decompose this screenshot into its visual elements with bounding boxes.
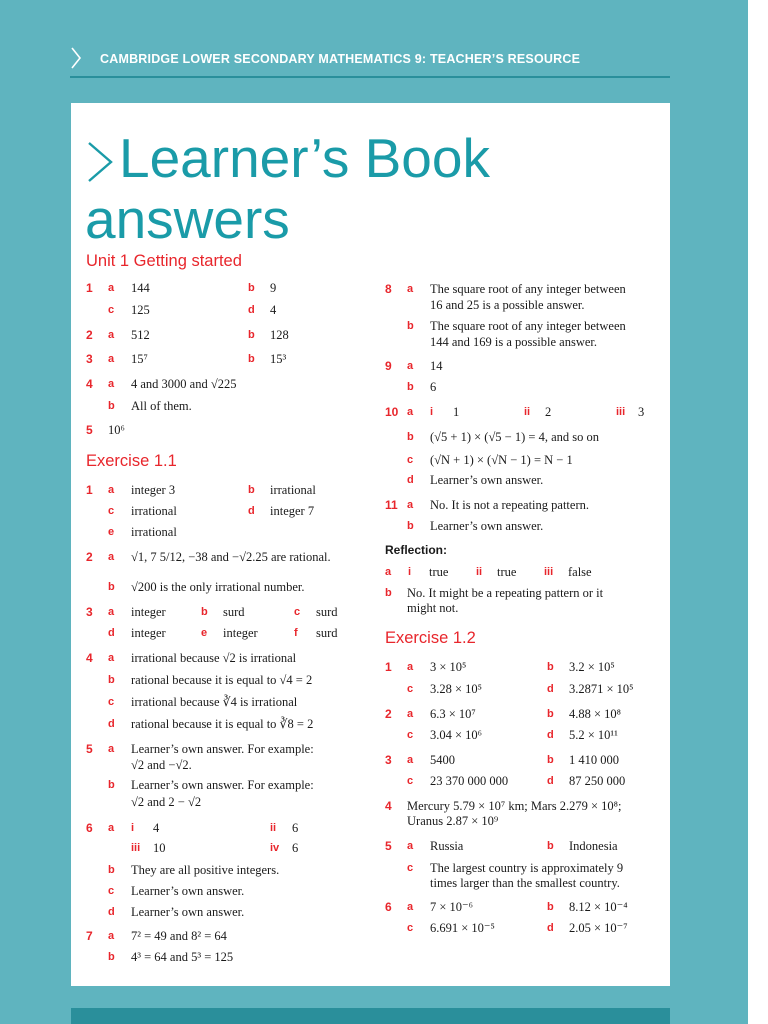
answer-text: true xyxy=(429,565,449,579)
part-letter: b xyxy=(407,431,414,443)
answer-text: √2 and −√2. xyxy=(131,758,192,772)
question-number: 5 xyxy=(385,839,392,853)
part-roman: i xyxy=(430,406,434,418)
answer-text: 2 xyxy=(545,405,552,419)
answer-text: 87 250 000 xyxy=(569,774,626,788)
answer-text: 7² = 49 and 8² = 64 xyxy=(131,929,227,943)
answer-text: Indonesia xyxy=(569,839,618,853)
answer-text: 6 xyxy=(292,841,299,855)
question-number: 11 xyxy=(385,498,398,512)
part-letter: b xyxy=(108,674,115,686)
question-number: 8 xyxy=(385,282,392,296)
part-letter: b xyxy=(547,754,554,766)
answer-text: integer 3 xyxy=(131,483,176,497)
part-letter: a xyxy=(108,484,115,496)
answer-text: irrational because ∛4 is irrational xyxy=(131,695,298,709)
answer-text: 23 370 000 000 xyxy=(430,774,509,788)
part-letter: f xyxy=(294,627,298,639)
part-letter: a xyxy=(108,606,115,618)
answer-text: 16 and 25 is a possible answer. xyxy=(430,298,585,312)
part-letter: d xyxy=(547,683,554,695)
part-letter: a xyxy=(407,661,414,673)
part-letter: b xyxy=(547,708,554,720)
answer-text: 1 xyxy=(453,405,460,419)
answer-text: 10 xyxy=(153,841,166,855)
question-number: 9 xyxy=(385,359,392,373)
header-title: CAMBRIDGE LOWER SECONDARY MATHEMATICS 9: TEACHER’S RESOURCE xyxy=(100,52,581,66)
answer-text: might not. xyxy=(407,601,459,615)
part-letter: b xyxy=(248,484,255,496)
part-roman: iv xyxy=(270,842,280,854)
answer-text: The largest country is approximately 9 xyxy=(430,861,624,875)
page-title-line2: answers xyxy=(85,188,290,250)
answer-text: 6 xyxy=(430,380,437,394)
chevron-right-icon xyxy=(85,141,115,183)
part-letter: d xyxy=(547,775,554,787)
part-roman: ii xyxy=(476,566,483,578)
answer-text: 6 xyxy=(292,821,299,835)
answer-text: Learner’s own answer. xyxy=(131,884,245,898)
part-roman: iii xyxy=(131,842,141,854)
part-letter: a xyxy=(407,708,414,720)
page-title-line1: Learner’s Book xyxy=(119,127,490,189)
section-heading-exercise-1-2: Exercise 1.2 xyxy=(385,629,476,647)
question-number: 4 xyxy=(385,799,392,813)
part-letter: a xyxy=(108,930,115,942)
answer-text: false xyxy=(568,565,592,579)
answer-text: 128 xyxy=(270,328,289,342)
question-number: 3 xyxy=(385,753,392,767)
question-number: 3 xyxy=(86,352,93,366)
part-roman: ii xyxy=(524,406,531,418)
answer-text: 4 xyxy=(270,303,277,317)
answer-text: (√5 + 1) × (√5 − 1) = 4, and so on xyxy=(430,430,599,444)
answer-text: 6.3 × 10⁷ xyxy=(430,707,476,721)
part-letter: b xyxy=(108,400,115,412)
part-letter: b xyxy=(385,587,392,599)
part-letter: b xyxy=(407,520,414,532)
part-letter: a xyxy=(407,754,414,766)
part-letter: d xyxy=(407,474,414,486)
answer-text: 5.2 × 10¹¹ xyxy=(569,728,618,742)
part-letter: b xyxy=(407,320,414,332)
answer-text: √200 is the only irrational number. xyxy=(131,580,305,594)
answer-text: 125 xyxy=(131,303,150,317)
answer-text: irrational xyxy=(131,525,177,539)
part-letter: b xyxy=(547,901,554,913)
running-header xyxy=(70,48,670,78)
answer-text: 3 xyxy=(638,405,645,419)
answer-text: 8.12 × 10⁻⁴ xyxy=(569,900,628,914)
answer-text: √1, 7 5/12, −38 and −√2.25 are rational. xyxy=(131,550,331,564)
part-roman: i xyxy=(408,566,412,578)
answer-text: All of them. xyxy=(131,399,192,413)
part-roman: iii xyxy=(544,566,554,578)
answer-text: Learner’s own answer. For example: xyxy=(131,742,314,756)
answer-text: surd xyxy=(316,605,338,619)
part-letter: d xyxy=(547,729,554,741)
part-letter: b xyxy=(108,779,115,791)
part-letter: b xyxy=(248,282,255,294)
part-roman: iii xyxy=(616,406,626,418)
part-letter: c xyxy=(108,505,115,517)
part-letter: a xyxy=(407,499,414,511)
part-letter: b xyxy=(407,381,414,393)
answer-text: 15⁷ xyxy=(131,352,148,366)
answer-text: times larger than the smallest country. xyxy=(430,876,620,890)
answer-text: The square root of any integer between xyxy=(430,282,626,296)
answer-text: 15³ xyxy=(270,352,287,366)
part-letter: c xyxy=(108,885,115,897)
chevron-right-icon xyxy=(70,46,82,70)
part-letter: b xyxy=(248,353,255,365)
part-letter: d xyxy=(248,505,255,517)
answer-text: Learner’s own answer. For example: xyxy=(131,778,314,792)
answer-text: 4³ = 64 and 5³ = 125 xyxy=(131,950,234,964)
answer-text: 3.2871 × 10⁵ xyxy=(569,682,634,696)
question-number: 5 xyxy=(86,423,93,437)
part-letter: a xyxy=(407,283,414,295)
part-letter: b xyxy=(108,951,115,963)
part-letter: c xyxy=(407,775,414,787)
answer-text: 6.691 × 10⁻⁵ xyxy=(430,921,495,935)
answer-text: They are all positive integers. xyxy=(131,863,280,877)
part-roman: ii xyxy=(270,822,277,834)
part-letter: c xyxy=(407,683,414,695)
part-letter: b xyxy=(547,840,554,852)
question-number: 3 xyxy=(86,605,93,619)
answer-text: surd xyxy=(316,626,338,640)
part-letter: b xyxy=(201,606,208,618)
answer-text: Learner’s own answer. xyxy=(430,519,544,533)
question-number: 4 xyxy=(86,651,93,665)
part-letter: a xyxy=(108,822,115,834)
question-number: 4 xyxy=(86,377,93,391)
answer-text: integer xyxy=(131,626,166,640)
question-number: 10 xyxy=(385,405,399,419)
part-letter: d xyxy=(108,627,115,639)
answer-text: irrational xyxy=(270,483,316,497)
page-edge xyxy=(748,0,768,1024)
answer-text: irrational because √2 is irrational xyxy=(131,651,297,665)
answer-text: Learner’s own answer. xyxy=(131,905,245,919)
answer-text: 14 xyxy=(430,359,443,373)
part-letter: a xyxy=(108,652,115,664)
part-letter: a xyxy=(108,743,115,755)
part-letter: d xyxy=(108,906,115,918)
answer-text: 3.2 × 10⁵ xyxy=(569,660,615,674)
part-letter: c xyxy=(108,304,115,316)
question-number: 1 xyxy=(385,660,392,674)
reflection-heading: Reflection: xyxy=(385,543,448,557)
answer-text: 5400 xyxy=(430,753,455,767)
answer-text: 2.05 × 10⁻⁷ xyxy=(569,921,628,935)
answer-text: 4 and 3000 and √225 xyxy=(131,377,237,391)
answer-text: 3.28 × 10⁵ xyxy=(430,682,483,696)
part-letter: c xyxy=(407,729,414,741)
answer-text: true xyxy=(497,565,517,579)
answer-text: rational because it is equal to √4 = 2 xyxy=(131,673,313,687)
answer-text: 1 410 000 xyxy=(569,753,619,767)
answer-text: 512 xyxy=(131,328,150,342)
part-letter: a xyxy=(407,406,414,418)
question-number: 5 xyxy=(86,742,93,756)
part-letter: a xyxy=(385,566,392,578)
part-letter: b xyxy=(547,661,554,673)
answer-text: 4.88 × 10⁸ xyxy=(569,707,622,721)
answer-text: Mercury 5.79 × 10⁷ km; Mars 2.279 × 10⁸; xyxy=(407,799,622,813)
answer-text: No. It might be a repeating pattern or it xyxy=(407,586,604,600)
question-number: 1 xyxy=(86,281,93,295)
answer-text: irrational xyxy=(131,504,177,518)
question-number: 2 xyxy=(86,550,93,564)
question-number: 6 xyxy=(86,821,93,835)
answer-text: 7 × 10⁻⁶ xyxy=(430,900,474,914)
answer-text: 4 xyxy=(153,821,160,835)
part-letter: c xyxy=(294,606,301,618)
part-letter: c xyxy=(407,922,414,934)
answer-text: integer xyxy=(223,626,258,640)
answer-text: 3.04 × 10⁶ xyxy=(430,728,483,742)
section-heading-getting-started: Unit 1 Getting started xyxy=(86,252,242,270)
question-number: 6 xyxy=(385,900,392,914)
part-letter: a xyxy=(407,840,414,852)
part-letter: e xyxy=(201,627,208,639)
answer-text: (√N + 1) × (√N − 1) = N − 1 xyxy=(430,453,573,467)
answer-text: rational because it is equal to ∛8 = 2 xyxy=(131,717,314,731)
answer-text: surd xyxy=(223,605,245,619)
part-letter: c xyxy=(407,862,414,874)
answer-text: 9 xyxy=(270,281,277,295)
question-number: 1 xyxy=(86,483,93,497)
part-letter: a xyxy=(108,551,115,563)
part-letter: c xyxy=(108,696,115,708)
answer-text: 144 and 169 is a possible answer. xyxy=(430,335,597,349)
part-roman: i xyxy=(131,822,135,834)
answer-text: No. It is not a repeating pattern. xyxy=(430,498,589,512)
part-letter: d xyxy=(108,718,115,730)
question-number: 7 xyxy=(86,929,93,943)
part-letter: a xyxy=(108,378,115,390)
part-letter: a xyxy=(108,353,115,365)
part-letter: e xyxy=(108,526,115,538)
answer-text: Learner’s own answer. xyxy=(430,473,544,487)
part-letter: c xyxy=(407,454,414,466)
part-letter: d xyxy=(547,922,554,934)
part-letter: a xyxy=(108,329,115,341)
answer-text: integer xyxy=(131,605,166,619)
question-number: 2 xyxy=(86,328,93,342)
part-letter: b xyxy=(248,329,255,341)
answer-text: The square root of any integer between xyxy=(430,319,626,333)
section-heading-exercise-1-1: Exercise 1.1 xyxy=(86,452,177,470)
answer-text: integer 7 xyxy=(270,504,315,518)
part-letter: a xyxy=(108,282,115,294)
answer-text: 10⁶ xyxy=(108,423,125,437)
answer-text: √2 and 2 − √2 xyxy=(131,795,202,809)
part-letter: a xyxy=(407,360,414,372)
answer-text: Uranus 2.87 × 10⁹ xyxy=(407,814,499,828)
question-number: 2 xyxy=(385,707,392,721)
answer-text: Russia xyxy=(430,839,464,853)
answer-text: 3 × 10⁵ xyxy=(430,660,467,674)
footer-bar xyxy=(71,1008,670,1024)
answer-text: 144 xyxy=(131,281,150,295)
part-letter: d xyxy=(248,304,255,316)
part-letter: a xyxy=(407,901,414,913)
part-letter: b xyxy=(108,864,115,876)
part-letter: b xyxy=(108,581,115,593)
